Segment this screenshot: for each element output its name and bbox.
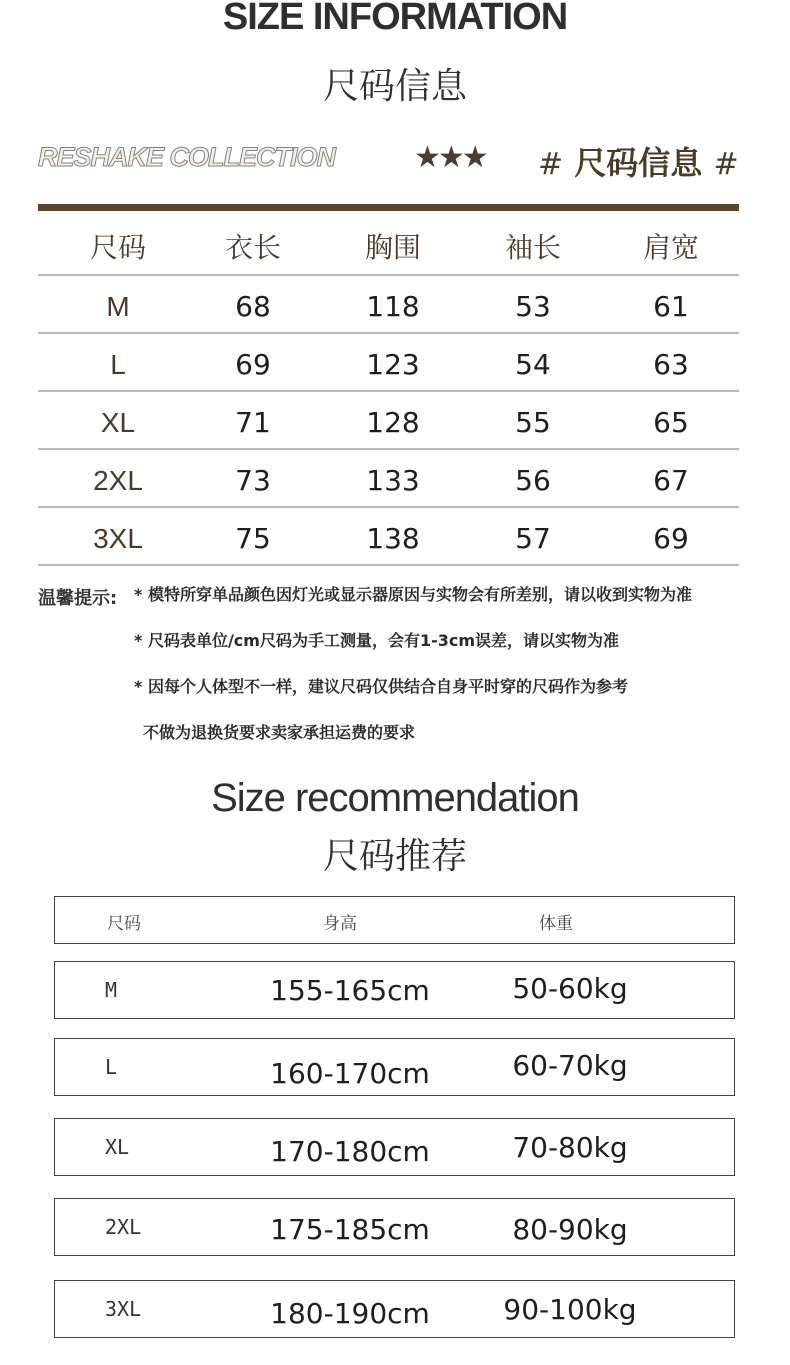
header-cell: 胸围	[364, 231, 421, 264]
table-cell: 2XL	[93, 465, 143, 496]
table-cell: 71	[235, 406, 271, 439]
rec-size: 2XL	[105, 1215, 142, 1239]
recommendation-subtitle: 尺码推荐	[322, 836, 467, 877]
recommendation-row	[54, 1038, 735, 1096]
table-row	[38, 392, 739, 450]
table-row	[38, 508, 739, 566]
table-cell: 65	[653, 406, 689, 439]
recommendation-header	[54, 896, 735, 944]
rec-weight: 70-80kg	[512, 1131, 628, 1164]
recommendation-row	[54, 1280, 735, 1338]
table-cell: 67	[653, 464, 689, 497]
table-row	[38, 276, 739, 334]
header-cell: 衣长	[224, 231, 281, 264]
table-cell: 133	[366, 464, 420, 497]
table-cell: 57	[515, 522, 551, 555]
note-line: 不做为退换货要求卖家承担运费的要求	[143, 723, 416, 742]
table-cell: 55	[515, 406, 551, 439]
size-info-tag	[538, 138, 739, 184]
header-cell: 尺码	[107, 914, 141, 934]
table-cell: 63	[653, 348, 689, 381]
table-cell: M	[106, 291, 130, 322]
recommendation-row	[54, 961, 735, 1019]
size-table	[38, 218, 739, 566]
rec-height: 170-180cm	[270, 1135, 430, 1168]
table-cell: 118	[366, 290, 420, 323]
rec-height: 175-185cm	[270, 1213, 430, 1246]
header-cell: 身高	[323, 914, 357, 934]
header-cell: 肩宽	[642, 231, 699, 264]
table-cell: 53	[515, 290, 551, 323]
hash-right: #	[713, 147, 739, 182]
brand-logo: RESHAKE COLLECTION	[38, 142, 336, 172]
table-cell: 75	[235, 522, 271, 555]
note-line: * 模特所穿单品颜色因灯光或显示器原因与实物会有所差别，请以收到实物为准	[134, 585, 692, 604]
rec-height: 180-190cm	[270, 1297, 430, 1330]
rec-size: 3XL	[105, 1297, 142, 1321]
table-cell: 69	[653, 522, 689, 555]
table-cell: 73	[235, 464, 271, 497]
table-cell: 54	[515, 348, 551, 381]
table-cell: 123	[366, 348, 420, 381]
table-header-row	[38, 218, 739, 276]
page-title: SIZE INFORMATION	[222, 0, 568, 38]
rec-height: 155-165cm	[270, 974, 430, 1007]
rec-height: 160-170cm	[270, 1057, 430, 1090]
table-cell: 61	[653, 290, 689, 323]
page-subtitle: 尺码信息	[322, 66, 467, 107]
header-cell: 尺码	[89, 232, 146, 263]
table-cell: 138	[366, 522, 420, 555]
stars-icon: ★★★	[414, 140, 486, 175]
rec-size: XL	[105, 1135, 130, 1159]
rec-weight: 80-90kg	[512, 1213, 628, 1246]
recommendation-row	[54, 1198, 735, 1256]
table-row	[38, 450, 739, 508]
table-cell: L	[110, 349, 126, 380]
recommendation-title: Size recommendation	[211, 776, 579, 820]
rec-weight: 50-60kg	[512, 972, 628, 1005]
divider-bar	[38, 204, 739, 211]
table-cell: 3XL	[93, 523, 143, 554]
table-row	[38, 334, 739, 392]
rec-size: L	[105, 1055, 118, 1079]
rec-weight: 90-100kg	[503, 1293, 637, 1326]
tag-text: 尺码信息	[574, 144, 703, 182]
rec-weight: 60-70kg	[512, 1049, 628, 1082]
hash-left: #	[538, 147, 564, 182]
note-line: * 尺码表单位/cm尺码为手工测量，会有1-3cm误差，请以实物为准	[134, 631, 620, 650]
note-line: * 因每个人体型不一样，建议尺码仅供结合自身平时穿的尺码作为参考	[134, 677, 628, 696]
table-cell: 68	[235, 290, 271, 323]
table-cell: XL	[100, 407, 136, 438]
table-cell: 69	[235, 348, 271, 381]
recommendation-row	[54, 1118, 735, 1176]
rec-size: M	[105, 978, 118, 1002]
header-cell: 袖长	[504, 231, 561, 264]
header-cell: 体重	[539, 914, 573, 934]
table-cell: 56	[515, 464, 551, 497]
notes-label: 温馨提示:	[38, 588, 118, 609]
table-cell: 128	[366, 406, 420, 439]
